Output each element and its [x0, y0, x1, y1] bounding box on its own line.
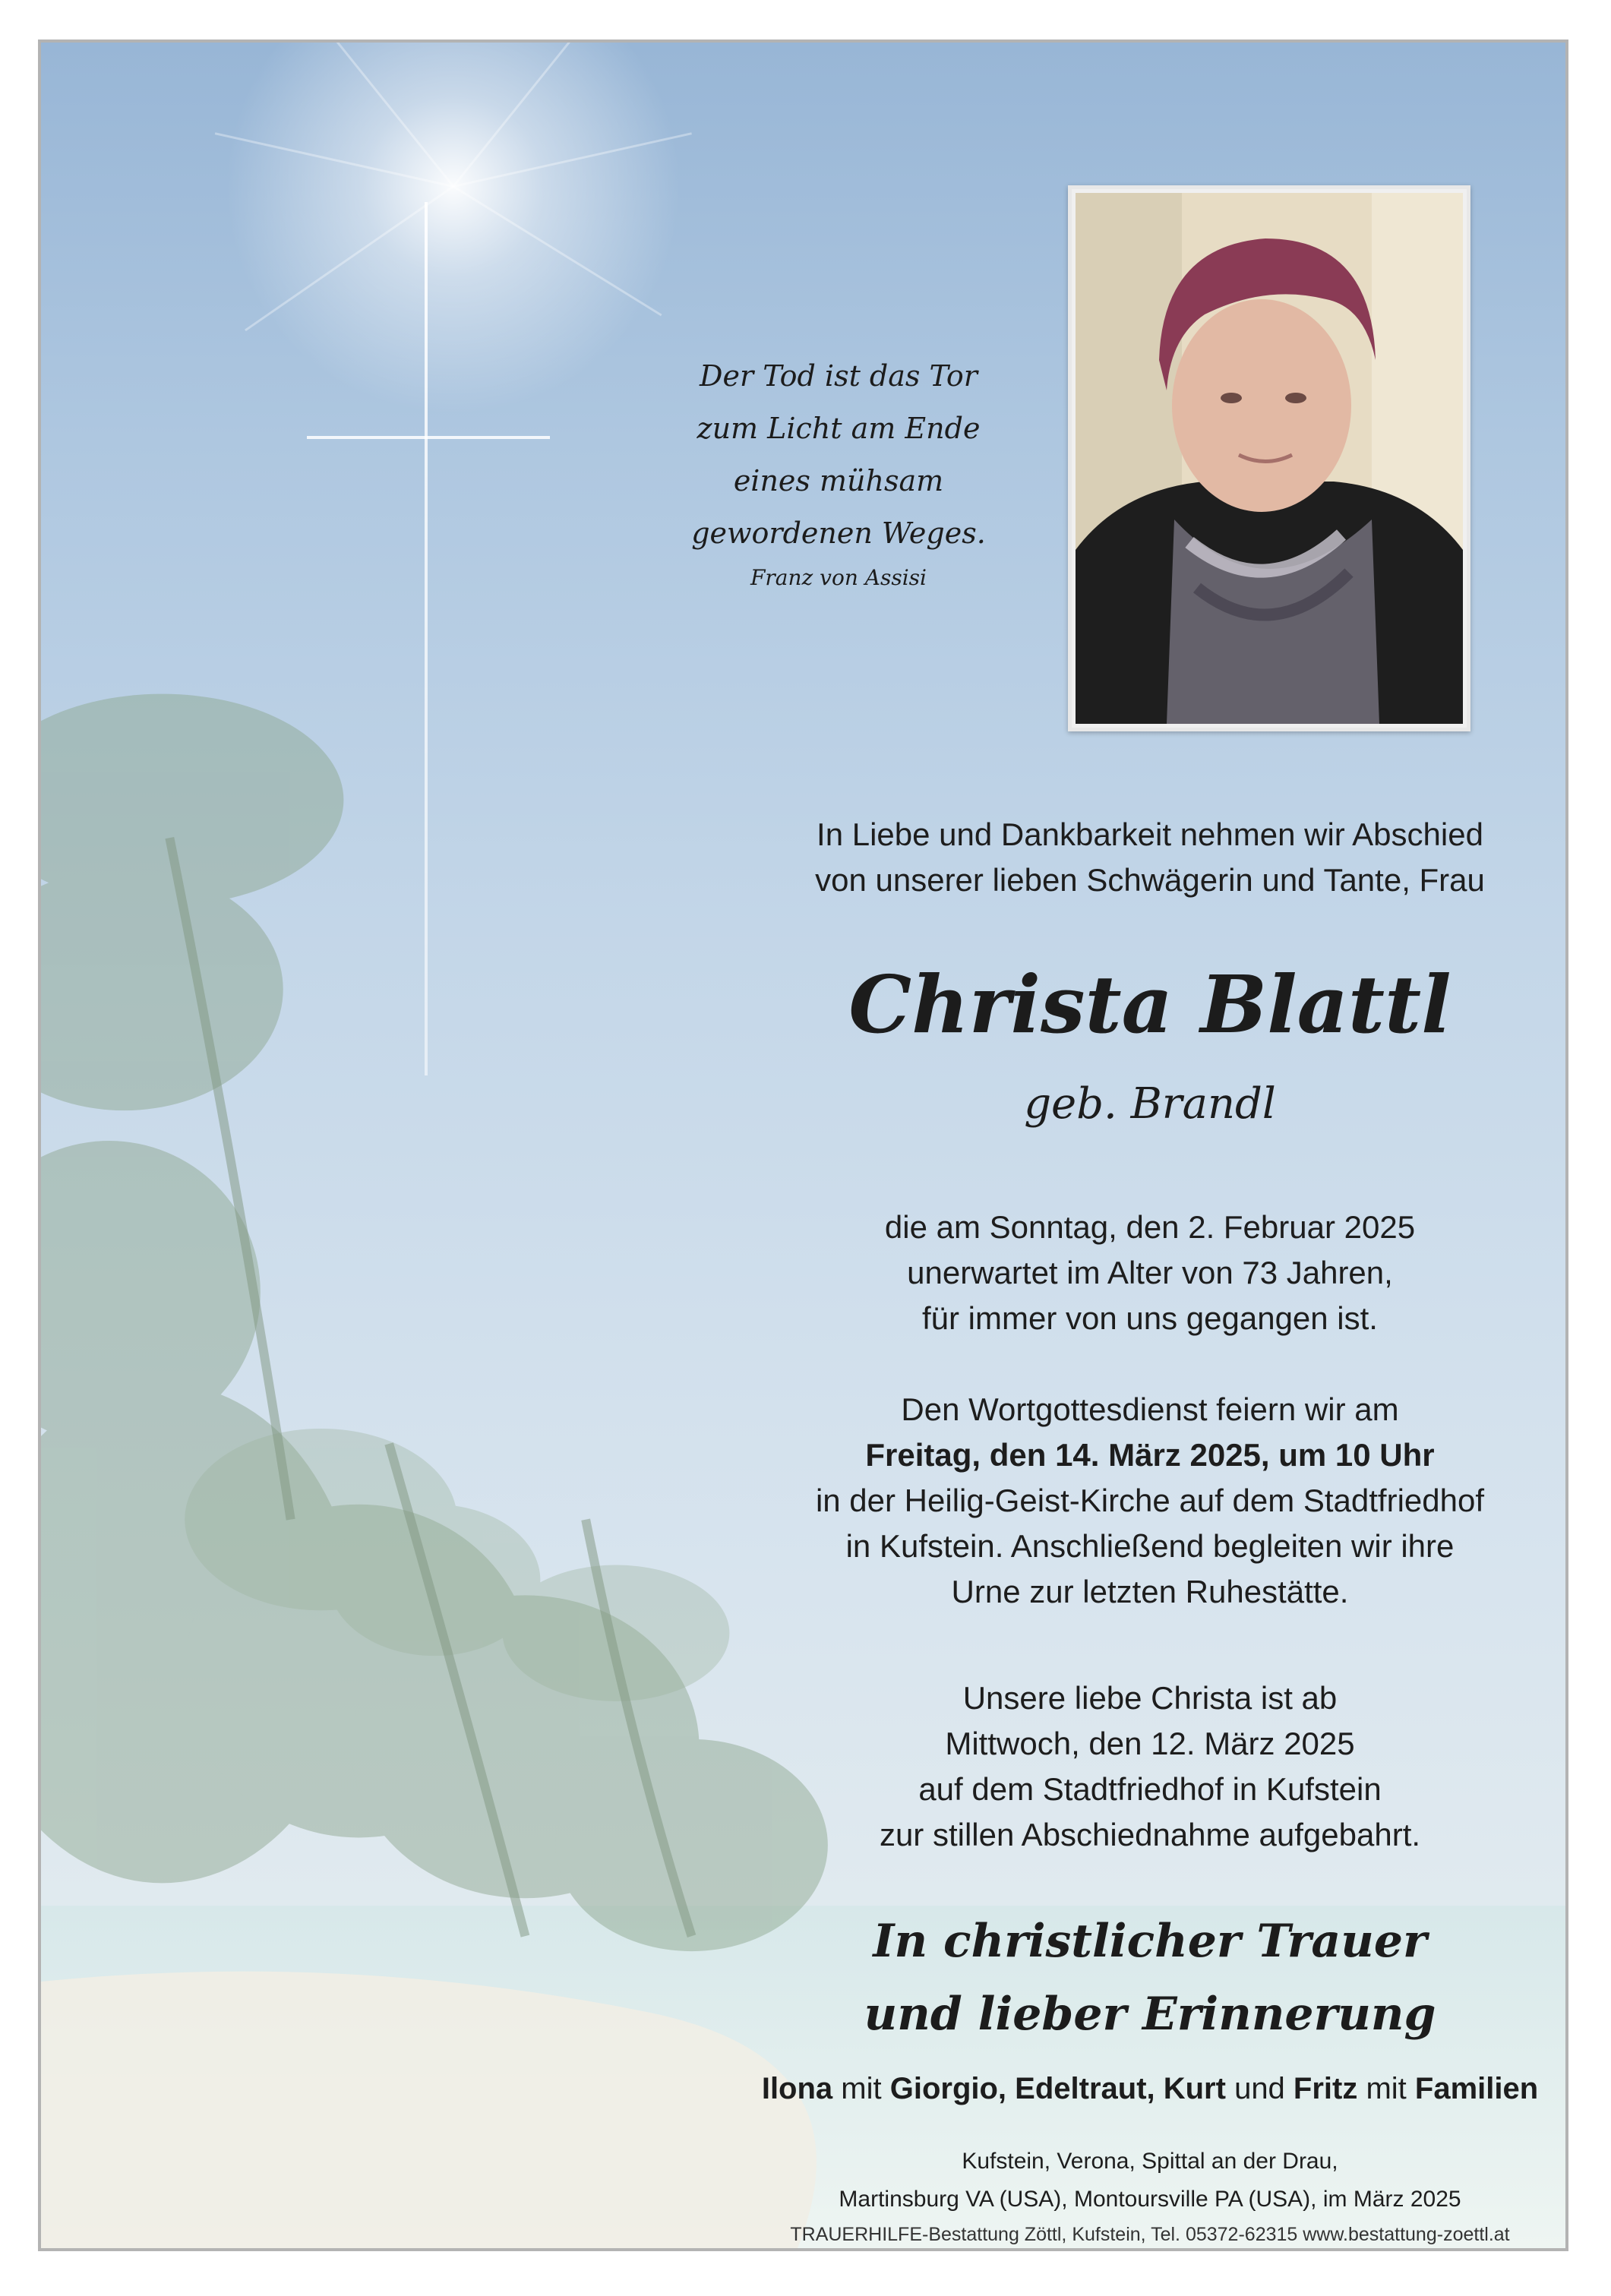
- mourner-name: Ilona: [761, 2072, 833, 2105]
- viewing-info: [709, 1675, 1568, 1858]
- mourners: [709, 2072, 1568, 2106]
- viewing-line: Mittwoch, den 12. März 2025: [945, 1726, 1355, 1761]
- death-line: die am Sonntag, den 2. Februar 2025: [884, 1209, 1416, 1245]
- service-line: Den Wortgottesdienst feiern wir am: [901, 1391, 1399, 1427]
- portrait-photo-frame: [1068, 185, 1470, 731]
- closing-line: und lieber Erinnerung: [864, 1988, 1436, 2041]
- death-line: für immer von uns gegangen ist.: [922, 1300, 1378, 1336]
- service-line: Urne zur letzten Ruhestätte.: [951, 1574, 1349, 1609]
- quote: [641, 350, 1036, 560]
- cross-vertical: [425, 202, 428, 1075]
- viewing-line: Unsere liebe Christa ist ab: [962, 1680, 1338, 1716]
- death-line: unerwartet im Alter von 73 Jahren,: [907, 1255, 1393, 1290]
- undertaker-footer: TRAUERHILFE-Bestattung Zöttl, Kufstein, Tel. 05372-62315 www.bestattung-zoettl.at: [790, 2224, 1510, 2245]
- service-line: in der Heilig-Geist-Kirche auf dem Stadtfriedhof: [815, 1483, 1485, 1518]
- closing-line: In christlicher Trauer: [873, 1915, 1427, 1968]
- viewing-line: auf dem Stadtfriedhof in Kufstein: [918, 1771, 1382, 1807]
- closing-phrase: [709, 1905, 1568, 2051]
- obituary-card: [38, 39, 1568, 2251]
- mourner-conjunction: und: [1225, 2072, 1294, 2105]
- intro-line: In Liebe und Dankbarkeit nehmen wir Abschied: [817, 816, 1483, 852]
- service-line: in Kufstein. Anschließend begleiten wir ihre: [845, 1528, 1455, 1564]
- service-date: Freitag, den 14. März 2025, um 10 Uhr: [865, 1437, 1435, 1473]
- mourner-name: Fritz: [1293, 2072, 1358, 2105]
- deceased-name: Christa Blattl: [848, 958, 1451, 1051]
- places-and-date: [709, 2143, 1568, 2219]
- death-notice: [709, 1205, 1568, 1341]
- mourner-name: Familien: [1414, 2072, 1539, 2105]
- quote-line: Der Tod ist das Tor: [700, 359, 978, 393]
- viewing-line: zur stillen Abschiednahme aufgebahrt.: [879, 1817, 1421, 1852]
- birth-name: geb. Brandl: [1024, 1079, 1276, 1129]
- intro-line: von unserer lieben Schwägerin und Tante, Frau: [815, 862, 1485, 898]
- places-line: Kufstein, Verona, Spittal an der Drau,: [962, 2149, 1338, 2174]
- quote-line: zum Licht am Ende: [697, 412, 981, 445]
- mourner-conjunction: mit: [1357, 2072, 1415, 2105]
- cross-horizontal: [307, 436, 550, 439]
- quote-author: Franz von Assisi: [750, 565, 927, 590]
- intro-text: [709, 812, 1568, 903]
- quote-line: gewordenen Weges.: [691, 516, 986, 550]
- mourner-name: Giorgio, Edeltraut, Kurt: [889, 2072, 1226, 2105]
- quote-line: eines mühsam: [733, 464, 944, 497]
- mourner-conjunction: mit: [832, 2072, 890, 2105]
- places-line: Martinsburg VA (USA), Montoursville PA (USA), im März 2025: [839, 2187, 1461, 2212]
- service-info: [709, 1387, 1568, 1615]
- portrait-photo: [1076, 193, 1463, 724]
